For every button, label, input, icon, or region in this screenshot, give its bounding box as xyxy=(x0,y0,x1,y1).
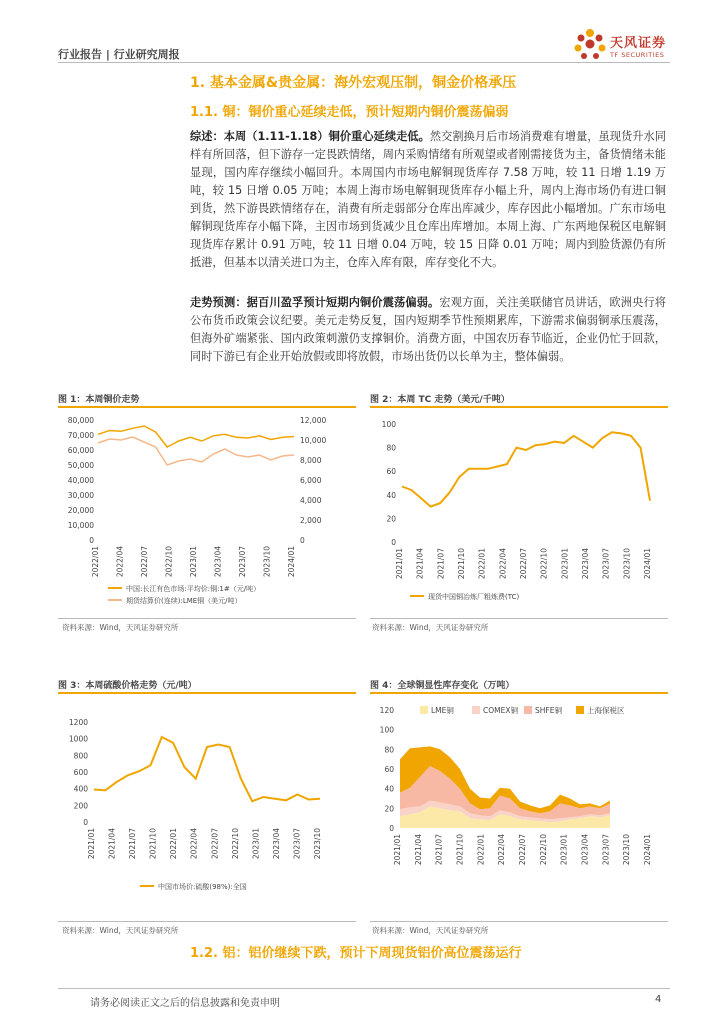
fig3-legend-label: 中国市场价:硫酸(98%):全国 xyxy=(158,883,247,891)
fig1-legend-0-label: 中国:长江有色市场:平均价:铜:1#（元/吨） xyxy=(126,585,261,593)
fig4-y-tick-label: 80 xyxy=(384,745,394,755)
fig4-x-tick-label: 2021/01 xyxy=(393,834,402,866)
fig3-x-tick-label: 2023/01 xyxy=(251,828,261,860)
fig4-x-tick-label: 2023/04 xyxy=(580,834,590,866)
fig1-left-y-tick-label: 20,000 xyxy=(67,506,94,515)
fig2-x-tick-label: 2023/10 xyxy=(622,548,632,580)
fig3-x-tick-label: 2023/10 xyxy=(313,828,322,860)
fig1-left-y-tick-label: 70,000 xyxy=(67,431,94,440)
fig3-x-tick-label: 2022/07 xyxy=(210,828,220,860)
fig4-bottom-rule xyxy=(370,921,668,922)
fig3-y-tick-label: 1000 xyxy=(68,734,88,744)
fig4-x-tick-label: 2022/04 xyxy=(497,834,507,866)
fig2-y-tick-label: 80 xyxy=(386,443,396,453)
fig4-y-tick-label: 40 xyxy=(384,784,394,794)
fig4-legend-swatch-3 xyxy=(576,706,584,714)
fig2-y-tick-label: 20 xyxy=(386,514,396,524)
footer-divider xyxy=(58,988,670,989)
fig3-title: 图 3：本周硫酸价格走势（元/吨） xyxy=(58,681,197,691)
fig2-x-tick-label: 2021/10 xyxy=(457,548,466,580)
fig4-y-tick-label: 120 xyxy=(379,706,394,715)
fig4-title: 图 4：全球铜显性库存变化（万吨） xyxy=(370,681,515,691)
fig1-x-tick-label: 2023/07 xyxy=(238,546,247,578)
fig1-series-line-0 xyxy=(98,426,294,447)
fig4-x-tick-label: 2023/01 xyxy=(559,834,569,866)
fig2-x-tick-label: 2022/07 xyxy=(519,548,528,580)
fig3-chart xyxy=(58,696,356,916)
summary-paragraph xyxy=(190,128,666,272)
fig2-rule xyxy=(370,406,668,408)
fig1-right-y-tick-label: 2,000 xyxy=(300,516,322,525)
forecast-text: 宏观方面，关注美联储官员讲话，欧洲央行将公布货币政策会议纪要。美元走势反复，国内短期季节性预期累库，下游需求偏弱铜承压震荡，但海外矿端紧张、国内政策刺激仍支撑铜价。消费方面，中国农历春节临近，企业仍忙于回款，同时下游已有企业开始放假或即将放假，市场出货仍以长单为主，整体偏弱。 xyxy=(190,296,666,363)
fig2-title: 图 2：本周 TC 走势（美元/千吨） xyxy=(370,395,510,405)
page-number: 4 xyxy=(655,994,662,1005)
fig1-right-y-tick-label: 6,000 xyxy=(300,476,322,485)
fig1-rule xyxy=(58,406,356,408)
fig1-x-tick-label: 2022/10 xyxy=(164,546,174,578)
fig4-x-tick-label: 2022/10 xyxy=(538,834,548,866)
fig2-x-tick-label: 2021/07 xyxy=(436,548,446,580)
fig4-legend-swatch-1 xyxy=(472,706,480,714)
summary-text: 然交割换月后市场消费难有增量，虽现货升水同样有所回落，但下游存一定畏跌情绪，周内采购情绪有所观望或者刚需接货为主，备货情绪未能显现，国内库存继续小幅回升。本周国内市场电解铜现货库存 7.58 万吨，较 11 日增 1.19 万吨，较 15 日增 0.05 万吨；本周上海市场电解铜现货库存小幅上升，周内上海市场仍有进口铜到货，然下游畏跌情绪存在，消费有所走弱部分仓库出库减少，库存因此小幅增加。广东市场电解铜现货库存小幅下降，主因市场到货减少且仓库出库增加。本周上海、广东两地保税区电解铜现货库存累计 0.91 万吨，较 11 日增 0.04 万吨，较 15 日降 0.01 万吨；周内到脸货源仍有所抵港，但基本以清关进口为主，仓库入库有限，库存变化不大。 xyxy=(190,130,666,269)
fig3-x-tick-label: 2022/04 xyxy=(189,828,199,860)
fig1-x-tick-label: 2022/04 xyxy=(115,546,125,578)
fig3-x-tick-label: 2023/04 xyxy=(271,828,281,860)
fig4-x-tick-label: 2022/01 xyxy=(476,834,486,866)
fig1-series-line-1 xyxy=(98,437,294,465)
fig3-rule xyxy=(58,692,356,694)
fig1-right-y-tick-label: 10,000 xyxy=(300,436,327,445)
forecast-paragraph xyxy=(190,294,666,366)
fig2-series-line xyxy=(402,432,650,506)
logo-icon xyxy=(572,26,608,62)
fig1-right-y-tick-label: 4,000 xyxy=(300,496,322,505)
fig1-right-y-tick-label: 8,000 xyxy=(300,456,322,465)
fig4-y-tick-label: 60 xyxy=(384,765,394,774)
fig3-y-tick-label: 0 xyxy=(83,818,88,827)
fig4-y-tick-label: 0 xyxy=(389,824,394,833)
fig4-source: 资料来源：Wind，天风证券研究所 xyxy=(372,926,489,935)
fig1-chart xyxy=(58,410,358,615)
disclaimer-text: 请务必阅读正文之后的信息披露和免责申明 xyxy=(90,998,280,1009)
fig2-source: 资料来源：Wind，天风证券研究所 xyxy=(372,623,489,632)
fig1-source: 资料来源：Wind，天风证券研究所 xyxy=(62,623,179,632)
fig2-x-tick-label: 2024/01 xyxy=(643,548,652,580)
fig3-x-tick-label: 2021/04 xyxy=(107,828,117,860)
fig2-y-tick-label: 40 xyxy=(386,490,396,500)
fig1-left-y-tick-label: 40,000 xyxy=(67,476,94,485)
logo-name-en: TF SECURITIES xyxy=(610,51,665,59)
fig4-legend-label-1: COMEX铜 xyxy=(483,706,518,715)
fig1-left-y-tick-label: 60,000 xyxy=(67,446,94,455)
fig2-x-tick-label: 2023/01 xyxy=(560,548,570,580)
logo-name: 天风证券 xyxy=(610,36,667,51)
fig1-right-y-tick-label: 12,000 xyxy=(300,416,327,425)
fig3-y-tick-label: 1200 xyxy=(68,718,88,727)
fig4-x-tick-label: 2021/04 xyxy=(413,834,423,866)
fig1-legend-1-label: 期货结算价(连续):LME铜（美元/吨） xyxy=(126,597,242,605)
fig2-y-tick-label: 0 xyxy=(391,538,396,547)
fig4-x-tick-label: 2024/01 xyxy=(643,834,652,866)
fig4-x-tick-label: 2023/07 xyxy=(601,834,611,866)
fig1-x-tick-label: 2023/04 xyxy=(213,546,223,578)
fig4-x-tick-label: 2022/07 xyxy=(518,834,527,866)
fig3-x-tick-label: 2022/01 xyxy=(169,828,179,860)
fig3-y-tick-label: 600 xyxy=(73,768,88,777)
fig4-x-tick-label: 2021/10 xyxy=(455,834,465,866)
fig4-legend-swatch-0 xyxy=(420,706,428,714)
fig1-x-tick-label: 2022/07 xyxy=(140,546,149,578)
fig1-title: 图 1：本周铜价走势 xyxy=(58,395,140,405)
fig1-bottom-rule xyxy=(58,618,356,619)
fig3-series-line xyxy=(94,737,320,801)
subsection-heading-copper: 1.1. 铜：铜价重心延续走低，预计短期内铜价震荡偏弱 xyxy=(190,105,509,120)
fig1-right-y-tick-label: 0 xyxy=(300,536,305,545)
fig2-y-tick-label: 60 xyxy=(386,467,396,477)
fig2-x-tick-label: 2022/01 xyxy=(477,548,487,580)
fig3-bottom-rule xyxy=(58,921,356,922)
fig2-x-tick-label: 2021/04 xyxy=(415,548,425,580)
subsection-heading-aluminum: 1.2. 铝：铝价继续下跌，预计下周现货铝价高位震荡运行 xyxy=(190,946,522,961)
fig3-x-tick-label: 2021/10 xyxy=(148,828,158,860)
fig2-x-tick-label: 2023/04 xyxy=(581,548,590,580)
fig3-x-tick-label: 2021/01 xyxy=(87,828,96,860)
report-category: 行业报告 | 行业研究周报 xyxy=(58,48,180,61)
fig4-legend-label-0: LME铜 xyxy=(431,706,454,715)
fig3-x-tick-label: 2021/07 xyxy=(128,828,138,860)
fig1-x-tick-label: 2022/01 xyxy=(91,546,100,578)
summary-label: 综述：本周（1.11-1.18）铜价重心延续走低。 xyxy=(190,130,430,143)
fig2-y-tick-label: 100 xyxy=(381,420,396,429)
fig1-x-tick-label: 2023/01 xyxy=(189,546,198,578)
fig1-left-y-tick-label: 50,000 xyxy=(67,461,94,470)
fig2-legend-label: 现货中国铜冶炼厂粗炼费(TC) xyxy=(428,593,520,601)
fig2-x-tick-label: 2022/10 xyxy=(539,548,549,580)
fig1-left-y-tick-label: 80,000 xyxy=(67,416,94,425)
fig4-x-tick-label: 2023/10 xyxy=(622,834,632,866)
fig4-chart xyxy=(370,696,668,916)
fig2-x-tick-label: 2023/07 xyxy=(601,548,611,580)
fig4-x-tick-label: 2021/07 xyxy=(434,834,444,866)
fig1-left-y-tick-label: 10,000 xyxy=(67,521,94,530)
fig3-x-tick-label: 2023/07 xyxy=(292,828,302,860)
fig2-bottom-rule xyxy=(370,618,668,619)
fig3-source: 资料来源：Wind，天风证券研究所 xyxy=(62,926,179,935)
forecast-label: 走势预测：据百川盈孚预计短期内铜价震荡偏弱。 xyxy=(190,296,440,309)
fig4-y-tick-label: 100 xyxy=(379,725,394,735)
fig2-x-tick-label: 2022/04 xyxy=(498,548,508,580)
fig1-x-tick-label: 2024/01 xyxy=(287,546,296,578)
fig3-y-tick-label: 400 xyxy=(73,784,88,794)
fig1-left-y-tick-label: 0 xyxy=(89,536,94,545)
fig3-y-tick-label: 200 xyxy=(73,801,88,811)
fig1-x-tick-label: 2023/10 xyxy=(262,546,272,578)
fig4-legend-label-3: 上海保税区 xyxy=(587,706,625,715)
logo xyxy=(572,26,682,66)
section-heading: 1. 基本金属&贵金属：海外宏观压制，铜金价格承压 xyxy=(190,75,517,91)
fig1-left-y-tick-label: 30,000 xyxy=(67,491,94,500)
fig4-legend-label-2: SHFE铜 xyxy=(535,706,562,715)
fig3-x-tick-label: 2022/10 xyxy=(230,828,240,860)
fig4-legend-swatch-2 xyxy=(524,706,532,714)
fig2-x-tick-label: 2021/01 xyxy=(395,548,404,580)
fig4-rule xyxy=(370,692,668,694)
fig3-y-tick-label: 800 xyxy=(73,751,88,761)
fig4-y-tick-label: 20 xyxy=(384,804,394,814)
fig2-chart xyxy=(370,410,668,615)
